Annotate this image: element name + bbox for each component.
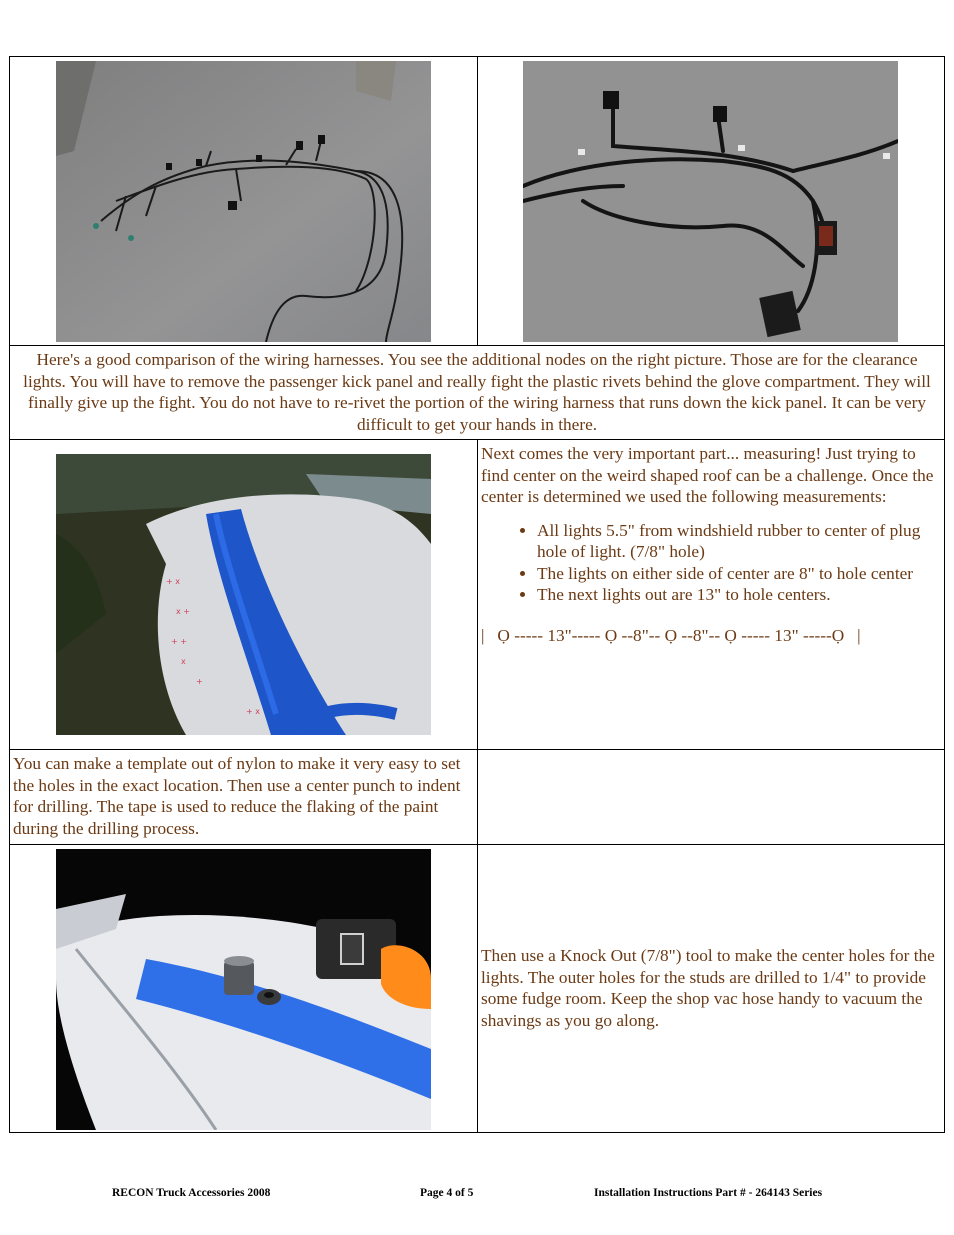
footer-document-title: Installation Instructions Part # - 264143 Series — [594, 1187, 823, 1199]
measurement-item: • The next lights out are 13" to hole centers. — [537, 584, 941, 606]
cell-measurements — [477, 439, 945, 750]
footer-page-number: Page 4 of 5 — [420, 1187, 474, 1199]
measurement-item: • The lights on either side of center are 8" to hole center — [537, 563, 941, 585]
cell-harness-right — [477, 56, 945, 346]
photo-knockout-holes — [56, 849, 431, 1130]
cell-knockout-text — [477, 844, 945, 1133]
measurement-item: • All lights 5.5" from windshield rubber to center of plug hole of light. (7/8" hole) — [537, 520, 941, 563]
svg-text:+ x: + x — [246, 707, 260, 716]
photo-wiring-harness-closeup — [523, 61, 898, 342]
svg-text:+: + — [196, 677, 203, 686]
cell-roof-photo — [9, 439, 478, 750]
template-text: You can make a template out of nylon to make it very easy to set the holes in the exact location. Then use a center punch to indent for drilling. The tape is used to reduce the flaking of the paint during the drilling process. — [13, 754, 461, 838]
svg-text:x +: x + — [176, 607, 190, 616]
svg-text:+ x: + x — [166, 577, 180, 586]
cell-harness-caption — [9, 345, 945, 440]
hole-spacing-diagram: | Ọ ----- 13"----- Ọ --8"-- Ọ --8"-- Ọ ----- 13" -----Ọ | — [481, 625, 861, 645]
instructions-table — [9, 56, 945, 1133]
cell-knockout-photo — [9, 844, 478, 1133]
cell-empty — [477, 749, 945, 845]
harness-caption-text: Here's a good comparison of the wiring harnesses. You see the additional nodes on the right picture. Those are for the clearance lights. You will have to remove the passenger kick panel and really fight the plastic rivets behind the glove compartment. They will finally give up the fight. You do not have to re-rivet the portion of the wiring harness that runs down the kick panel. It can be very difficult to get your hands in there. — [23, 350, 931, 434]
photo-roof-taped-center — [56, 454, 431, 735]
svg-text:x: x — [181, 657, 186, 666]
knockout-text: Then use a Knock Out (7/8") tool to make the center holes for the lights. The outer holes for the studs are drilled to 1/4" to provide some fudge room. Keep the shop vac hose handy to vacuum the shavings as you go along. — [481, 946, 935, 1030]
measurements-text-block — [481, 443, 941, 646]
measurements-intro: Next comes the very important part... measuring! Just trying to find center on the weird shaped roof can be a challenge. Once the center is determined we used the following measurements: — [481, 444, 934, 506]
measurements-list — [481, 520, 941, 606]
cell-harness-left — [9, 56, 478, 346]
footer-company: RECON Truck Accessories 2008 — [112, 1187, 271, 1199]
svg-text:+ +: + + — [171, 637, 187, 646]
cell-template-text — [9, 749, 478, 845]
photo-wiring-harness-full — [56, 61, 431, 342]
